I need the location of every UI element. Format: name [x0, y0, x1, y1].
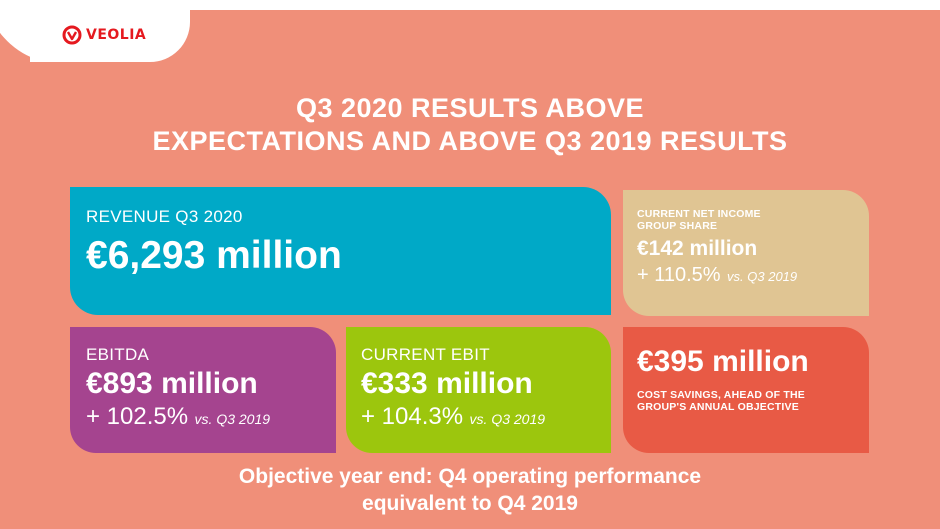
- revenue-label: REVENUE Q3 2020: [86, 207, 243, 226]
- headline-line-2: EXPECTATIONS AND ABOVE Q3 2019 RESULTS: [152, 126, 788, 156]
- brand-name: VEOLIA: [86, 27, 147, 43]
- net-income-label-line-2: GROUP SHARE: [637, 220, 718, 232]
- ebit-change-percent: + 104.3%: [361, 403, 464, 430]
- ebitda-card: [70, 327, 336, 453]
- objective-statement: [0, 463, 940, 517]
- ebitda-change-vs: vs. Q3 2019: [194, 411, 271, 427]
- headline: [0, 92, 940, 158]
- ebit-label: CURRENT EBIT: [361, 345, 490, 364]
- objective-line-1: Objective year end: Q4 operating performance: [238, 465, 702, 488]
- cost-savings-desc-line-1: COST SAVINGS, AHEAD OF THE: [637, 389, 805, 401]
- brand-logo: [62, 24, 146, 46]
- objective-line-2: equivalent to Q4 2019: [362, 492, 578, 515]
- net-income-change-percent: + 110.5%: [637, 264, 721, 286]
- net-income-change-vs: vs. Q3 2019: [727, 269, 798, 284]
- ebitda-change-percent: + 102.5%: [86, 403, 189, 430]
- ebit-change: [361, 403, 596, 431]
- revenue-card: [70, 187, 611, 315]
- headline-line-1: Q3 2020 RESULTS ABOVE: [295, 93, 645, 123]
- ebitda-change: [86, 403, 320, 431]
- cost-savings-desc-line-2: GROUP'S ANNUAL OBJECTIVE: [637, 401, 799, 413]
- revenue-value: €6,293 million: [86, 234, 342, 277]
- ebit-value: €333 million: [361, 367, 533, 400]
- ebit-change-vs: vs. Q3 2019: [469, 411, 546, 427]
- net-income-label: [637, 208, 855, 232]
- cost-savings-card: [623, 327, 869, 453]
- cost-savings-description: [637, 389, 855, 413]
- ebitda-value: €893 million: [86, 367, 258, 400]
- ebit-card: [346, 327, 611, 453]
- net-income-label-line-1: CURRENT NET INCOME: [637, 208, 761, 220]
- cost-savings-value: €395 million: [637, 345, 809, 378]
- ebitda-label: EBITDA: [86, 345, 150, 364]
- net-income-change: [637, 264, 855, 287]
- net-income-card: [623, 190, 869, 316]
- net-income-value: €142 million: [637, 237, 758, 260]
- veolia-logo-icon: [62, 25, 82, 45]
